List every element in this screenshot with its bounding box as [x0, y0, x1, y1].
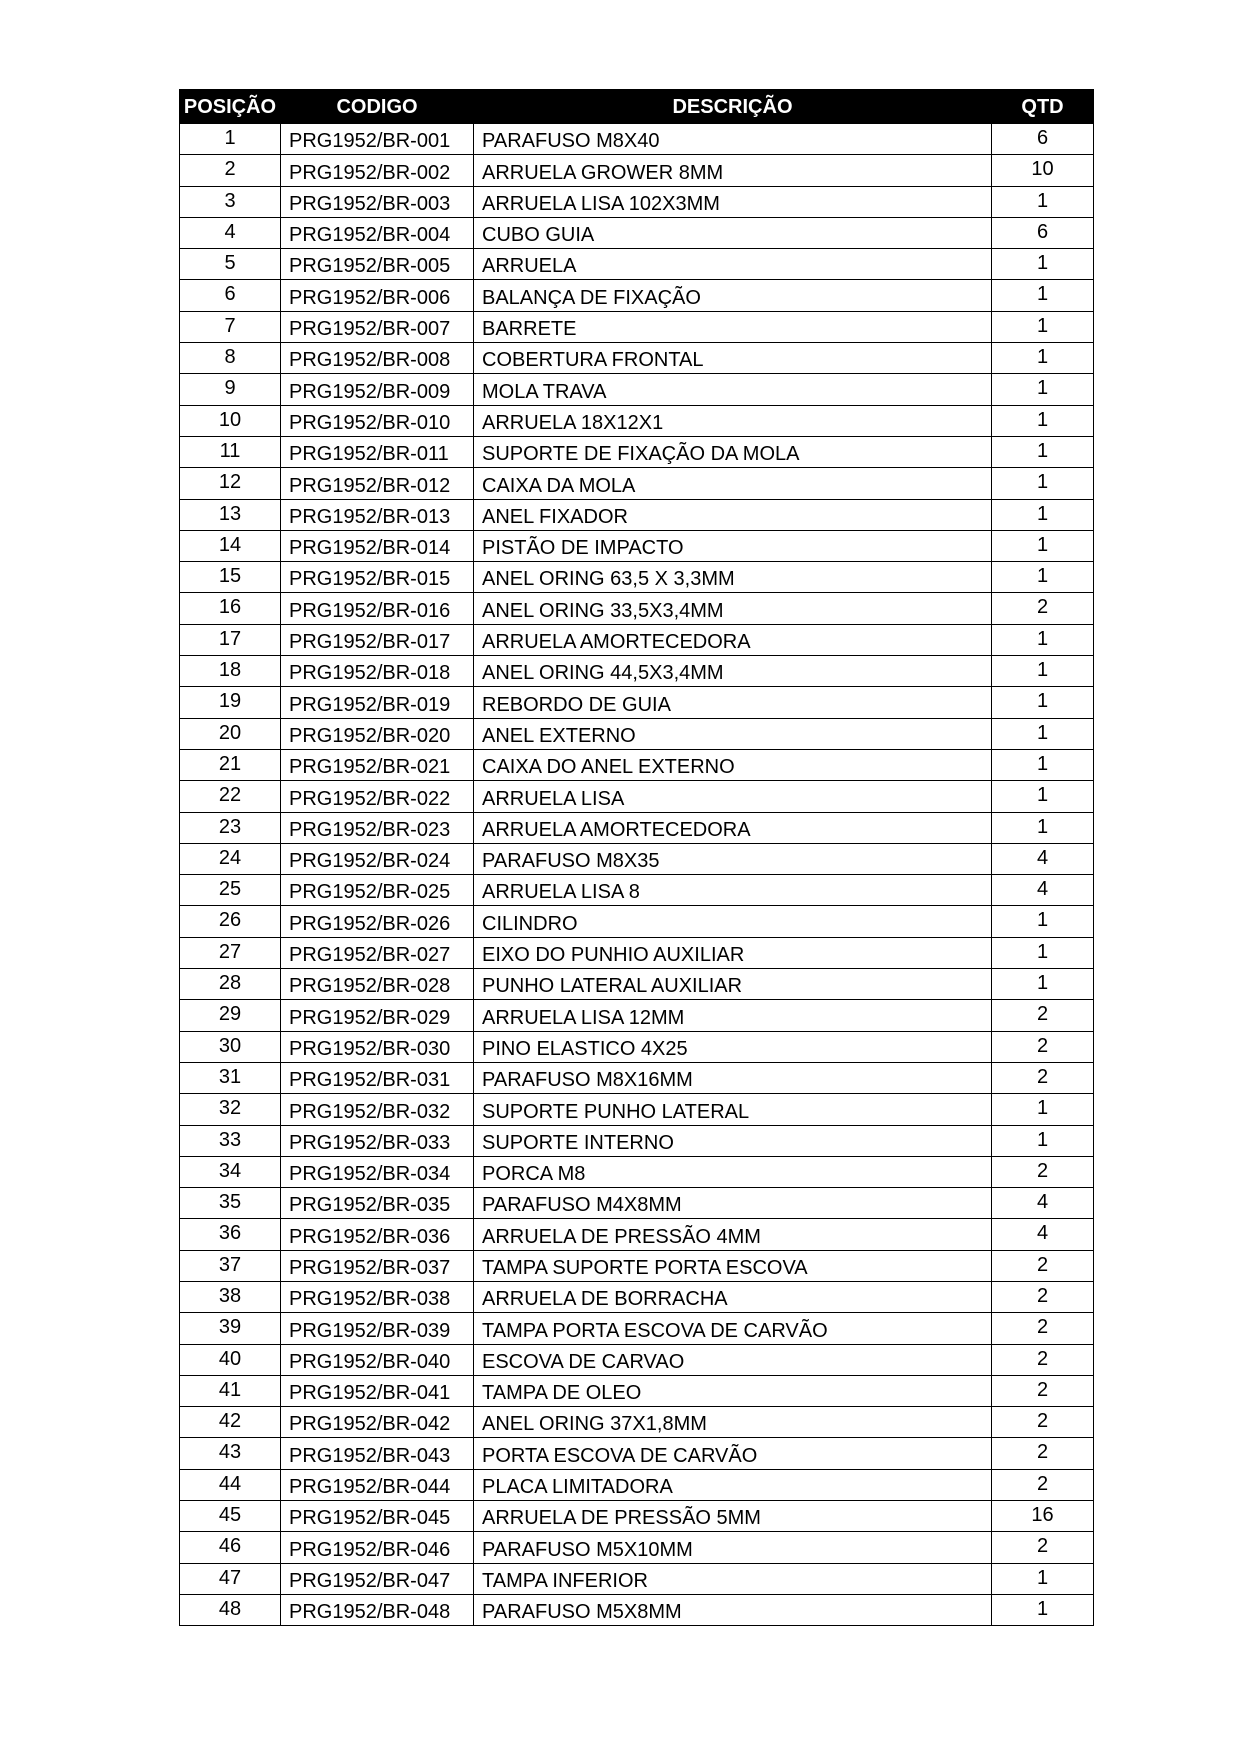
table-row [180, 1000, 1094, 1031]
cell-quantity: 1 [992, 624, 1094, 655]
cell-position: 2 [180, 155, 281, 186]
cell-code: PRG1952/BR-030 [281, 1031, 474, 1062]
cell-position: 19 [180, 687, 281, 718]
cell-description: ARRUELA LISA [474, 781, 992, 812]
table-row [180, 1156, 1094, 1187]
table-row [180, 499, 1094, 530]
cell-quantity: 1 [992, 906, 1094, 937]
cell-description: ESCOVA DE CARVAO [474, 1344, 992, 1375]
cell-code: PRG1952/BR-024 [281, 843, 474, 874]
cell-code: PRG1952/BR-017 [281, 624, 474, 655]
table-row [180, 530, 1094, 561]
cell-quantity: 1 [992, 343, 1094, 374]
cell-position: 33 [180, 1125, 281, 1156]
table-row [180, 1407, 1094, 1438]
cell-description: ANEL FIXADOR [474, 499, 992, 530]
cell-quantity: 1 [992, 186, 1094, 217]
table-row [180, 1563, 1094, 1594]
table-body [180, 124, 1094, 1626]
table-row [180, 1375, 1094, 1406]
table-row [180, 906, 1094, 937]
cell-position: 44 [180, 1469, 281, 1500]
cell-description: PARAFUSO M8X35 [474, 843, 992, 874]
cell-quantity: 2 [992, 1156, 1094, 1187]
cell-code: PRG1952/BR-036 [281, 1219, 474, 1250]
cell-position: 46 [180, 1532, 281, 1563]
cell-position: 27 [180, 937, 281, 968]
table-row [180, 1438, 1094, 1469]
table-row [180, 311, 1094, 342]
table-row [180, 155, 1094, 186]
header-row [180, 90, 1094, 124]
header-code: CODIGO [281, 90, 474, 124]
table-row [180, 1031, 1094, 1062]
table-row [180, 1062, 1094, 1093]
cell-position: 25 [180, 875, 281, 906]
cell-description: CAIXA DO ANEL EXTERNO [474, 749, 992, 780]
cell-code: PRG1952/BR-025 [281, 875, 474, 906]
table-row [180, 781, 1094, 812]
cell-quantity: 1 [992, 812, 1094, 843]
cell-description: PORCA M8 [474, 1156, 992, 1187]
table-row [180, 1344, 1094, 1375]
cell-code: PRG1952/BR-021 [281, 749, 474, 780]
cell-description: PARAFUSO M8X16MM [474, 1062, 992, 1093]
cell-description: ANEL ORING 63,5 X 3,3MM [474, 562, 992, 593]
table-row [180, 1094, 1094, 1125]
cell-description: REBORDO DE GUIA [474, 687, 992, 718]
cell-quantity: 1 [992, 280, 1094, 311]
cell-position: 24 [180, 843, 281, 874]
cell-description: PARAFUSO M8X40 [474, 124, 992, 155]
table-row [180, 562, 1094, 593]
cell-position: 29 [180, 1000, 281, 1031]
cell-position: 28 [180, 969, 281, 1000]
cell-code: PRG1952/BR-042 [281, 1407, 474, 1438]
cell-quantity: 1 [992, 781, 1094, 812]
cell-description: BARRETE [474, 311, 992, 342]
cell-position: 14 [180, 530, 281, 561]
cell-position: 11 [180, 436, 281, 467]
cell-code: PRG1952/BR-028 [281, 969, 474, 1000]
table-row [180, 217, 1094, 248]
cell-code: PRG1952/BR-033 [281, 1125, 474, 1156]
cell-quantity: 2 [992, 1469, 1094, 1500]
cell-description: PINO ELASTICO 4X25 [474, 1031, 992, 1062]
cell-code: PRG1952/BR-012 [281, 468, 474, 499]
cell-description: ARRUELA GROWER 8MM [474, 155, 992, 186]
cell-code: PRG1952/BR-001 [281, 124, 474, 155]
cell-description: ARRUELA DE PRESSÃO 5MM [474, 1501, 992, 1532]
cell-position: 32 [180, 1094, 281, 1125]
cell-position: 23 [180, 812, 281, 843]
table-row [180, 1188, 1094, 1219]
cell-description: ARRUELA AMORTECEDORA [474, 812, 992, 843]
cell-position: 34 [180, 1156, 281, 1187]
cell-position: 22 [180, 781, 281, 812]
cell-code: PRG1952/BR-047 [281, 1563, 474, 1594]
cell-description: BALANÇA DE FIXAÇÃO [474, 280, 992, 311]
cell-code: PRG1952/BR-026 [281, 906, 474, 937]
table-row [180, 124, 1094, 155]
cell-position: 36 [180, 1219, 281, 1250]
cell-description: COBERTURA FRONTAL [474, 343, 992, 374]
cell-code: PRG1952/BR-014 [281, 530, 474, 561]
table-row [180, 1532, 1094, 1563]
cell-quantity: 2 [992, 1062, 1094, 1093]
cell-description: CAIXA DA MOLA [474, 468, 992, 499]
cell-code: PRG1952/BR-035 [281, 1188, 474, 1219]
cell-quantity: 6 [992, 217, 1094, 248]
parts-table [179, 89, 1094, 1626]
cell-code: PRG1952/BR-043 [281, 1438, 474, 1469]
cell-position: 15 [180, 562, 281, 593]
header-position: POSIÇÃO [180, 90, 281, 124]
cell-description: PLACA LIMITADORA [474, 1469, 992, 1500]
table-row [180, 656, 1094, 687]
table-row [180, 1313, 1094, 1344]
cell-quantity: 2 [992, 1313, 1094, 1344]
cell-quantity: 16 [992, 1501, 1094, 1532]
cell-quantity: 2 [992, 1031, 1094, 1062]
cell-quantity: 1 [992, 687, 1094, 718]
cell-quantity: 1 [992, 499, 1094, 530]
cell-position: 16 [180, 593, 281, 624]
cell-code: PRG1952/BR-034 [281, 1156, 474, 1187]
cell-description: ARRUELA DE PRESSÃO 4MM [474, 1219, 992, 1250]
cell-position: 7 [180, 311, 281, 342]
cell-position: 9 [180, 374, 281, 405]
cell-code: PRG1952/BR-048 [281, 1594, 474, 1625]
table-row [180, 374, 1094, 405]
table-row [180, 593, 1094, 624]
cell-description: PARAFUSO M4X8MM [474, 1188, 992, 1219]
table-row [180, 1501, 1094, 1532]
table-row [180, 249, 1094, 280]
cell-position: 13 [180, 499, 281, 530]
table-row [180, 687, 1094, 718]
cell-quantity: 2 [992, 1250, 1094, 1281]
cell-description: SUPORTE DE FIXAÇÃO DA MOLA [474, 436, 992, 467]
cell-position: 35 [180, 1188, 281, 1219]
cell-code: PRG1952/BR-023 [281, 812, 474, 843]
cell-quantity: 4 [992, 843, 1094, 874]
cell-description: ARRUELA DE BORRACHA [474, 1281, 992, 1312]
cell-quantity: 6 [992, 124, 1094, 155]
cell-code: PRG1952/BR-044 [281, 1469, 474, 1500]
cell-quantity: 1 [992, 1094, 1094, 1125]
cell-quantity: 2 [992, 1000, 1094, 1031]
cell-description: PARAFUSO M5X10MM [474, 1532, 992, 1563]
cell-position: 3 [180, 186, 281, 217]
table-row [180, 1281, 1094, 1312]
cell-code: PRG1952/BR-022 [281, 781, 474, 812]
cell-code: PRG1952/BR-041 [281, 1375, 474, 1406]
cell-code: PRG1952/BR-045 [281, 1501, 474, 1532]
table-row [180, 749, 1094, 780]
cell-code: PRG1952/BR-008 [281, 343, 474, 374]
cell-quantity: 1 [992, 311, 1094, 342]
cell-position: 17 [180, 624, 281, 655]
cell-code: PRG1952/BR-010 [281, 405, 474, 436]
cell-description: EIXO DO PUNHIO AUXILIAR [474, 937, 992, 968]
cell-position: 1 [180, 124, 281, 155]
cell-quantity: 1 [992, 1594, 1094, 1625]
cell-code: PRG1952/BR-002 [281, 155, 474, 186]
cell-description: ARRUELA LISA 8 [474, 875, 992, 906]
cell-position: 6 [180, 280, 281, 311]
cell-position: 18 [180, 656, 281, 687]
cell-position: 40 [180, 1344, 281, 1375]
cell-quantity: 1 [992, 1563, 1094, 1594]
table-row [180, 436, 1094, 467]
cell-description: ARRUELA LISA 12MM [474, 1000, 992, 1031]
cell-quantity: 4 [992, 1188, 1094, 1219]
cell-quantity: 2 [992, 1532, 1094, 1563]
cell-position: 41 [180, 1375, 281, 1406]
cell-code: PRG1952/BR-007 [281, 311, 474, 342]
cell-code: PRG1952/BR-029 [281, 1000, 474, 1031]
cell-code: PRG1952/BR-005 [281, 249, 474, 280]
cell-code: PRG1952/BR-015 [281, 562, 474, 593]
cell-code: PRG1952/BR-011 [281, 436, 474, 467]
table-row [180, 718, 1094, 749]
cell-description: MOLA TRAVA [474, 374, 992, 405]
cell-position: 8 [180, 343, 281, 374]
cell-description: ANEL ORING 33,5X3,4MM [474, 593, 992, 624]
cell-description: ARRUELA AMORTECEDORA [474, 624, 992, 655]
cell-description: ANEL ORING 44,5X3,4MM [474, 656, 992, 687]
cell-code: PRG1952/BR-004 [281, 217, 474, 248]
cell-description: SUPORTE PUNHO LATERAL [474, 1094, 992, 1125]
cell-position: 42 [180, 1407, 281, 1438]
cell-description: PORTA ESCOVA DE CARVÃO [474, 1438, 992, 1469]
cell-quantity: 2 [992, 1281, 1094, 1312]
cell-code: PRG1952/BR-038 [281, 1281, 474, 1312]
cell-code: PRG1952/BR-013 [281, 499, 474, 530]
cell-code: PRG1952/BR-037 [281, 1250, 474, 1281]
cell-quantity: 2 [992, 1344, 1094, 1375]
header-quantity: QTD [992, 90, 1094, 124]
cell-code: PRG1952/BR-018 [281, 656, 474, 687]
cell-quantity: 1 [992, 374, 1094, 405]
table-row [180, 1250, 1094, 1281]
cell-quantity: 2 [992, 1438, 1094, 1469]
cell-position: 10 [180, 405, 281, 436]
cell-code: PRG1952/BR-027 [281, 937, 474, 968]
cell-position: 38 [180, 1281, 281, 1312]
cell-position: 43 [180, 1438, 281, 1469]
cell-description: TAMPA DE OLEO [474, 1375, 992, 1406]
cell-description: TAMPA PORTA ESCOVA DE CARVÃO [474, 1313, 992, 1344]
table-row [180, 969, 1094, 1000]
cell-position: 20 [180, 718, 281, 749]
table-row [180, 875, 1094, 906]
table-row [180, 937, 1094, 968]
cell-quantity: 1 [992, 436, 1094, 467]
cell-code: PRG1952/BR-039 [281, 1313, 474, 1344]
cell-position: 12 [180, 468, 281, 499]
cell-quantity: 1 [992, 656, 1094, 687]
cell-code: PRG1952/BR-003 [281, 186, 474, 217]
cell-quantity: 4 [992, 1219, 1094, 1250]
cell-description: CUBO GUIA [474, 217, 992, 248]
cell-position: 21 [180, 749, 281, 780]
table-row [180, 624, 1094, 655]
cell-position: 48 [180, 1594, 281, 1625]
table-row [180, 280, 1094, 311]
cell-quantity: 2 [992, 1407, 1094, 1438]
cell-code: PRG1952/BR-032 [281, 1094, 474, 1125]
cell-quantity: 1 [992, 468, 1094, 499]
cell-description: PUNHO LATERAL AUXILIAR [474, 969, 992, 1000]
cell-position: 37 [180, 1250, 281, 1281]
cell-code: PRG1952/BR-020 [281, 718, 474, 749]
cell-quantity: 1 [992, 937, 1094, 968]
cell-quantity: 4 [992, 875, 1094, 906]
cell-position: 4 [180, 217, 281, 248]
cell-position: 45 [180, 1501, 281, 1532]
cell-description: TAMPA SUPORTE PORTA ESCOVA [474, 1250, 992, 1281]
cell-description: SUPORTE INTERNO [474, 1125, 992, 1156]
cell-position: 47 [180, 1563, 281, 1594]
table-row [180, 186, 1094, 217]
cell-code: PRG1952/BR-031 [281, 1062, 474, 1093]
cell-quantity: 1 [992, 969, 1094, 1000]
cell-description: CILINDRO [474, 906, 992, 937]
cell-description: PISTÃO DE IMPACTO [474, 530, 992, 561]
table-row [180, 843, 1094, 874]
cell-quantity: 1 [992, 530, 1094, 561]
cell-code: PRG1952/BR-046 [281, 1532, 474, 1563]
cell-quantity: 1 [992, 249, 1094, 280]
table-row [180, 1219, 1094, 1250]
cell-quantity: 2 [992, 1375, 1094, 1406]
table-row [180, 812, 1094, 843]
cell-quantity: 1 [992, 1125, 1094, 1156]
table-row [180, 1469, 1094, 1500]
cell-code: PRG1952/BR-006 [281, 280, 474, 311]
cell-quantity: 1 [992, 749, 1094, 780]
cell-quantity: 1 [992, 718, 1094, 749]
table-row [180, 468, 1094, 499]
table-row [180, 343, 1094, 374]
table-header [180, 90, 1094, 124]
cell-code: PRG1952/BR-040 [281, 1344, 474, 1375]
cell-code: PRG1952/BR-019 [281, 687, 474, 718]
cell-quantity: 1 [992, 405, 1094, 436]
cell-description: ARRUELA LISA 102X3MM [474, 186, 992, 217]
cell-description: TAMPA INFERIOR [474, 1563, 992, 1594]
cell-quantity: 1 [992, 562, 1094, 593]
cell-code: PRG1952/BR-009 [281, 374, 474, 405]
cell-description: PARAFUSO M5X8MM [474, 1594, 992, 1625]
cell-position: 26 [180, 906, 281, 937]
table-row [180, 1594, 1094, 1625]
cell-position: 30 [180, 1031, 281, 1062]
cell-description: ARRUELA 18X12X1 [474, 405, 992, 436]
cell-description: ANEL ORING 37X1,8MM [474, 1407, 992, 1438]
cell-position: 39 [180, 1313, 281, 1344]
cell-description: ARRUELA [474, 249, 992, 280]
cell-quantity: 2 [992, 593, 1094, 624]
cell-description: ANEL EXTERNO [474, 718, 992, 749]
cell-code: PRG1952/BR-016 [281, 593, 474, 624]
cell-position: 5 [180, 249, 281, 280]
cell-quantity: 10 [992, 155, 1094, 186]
table-row [180, 1125, 1094, 1156]
cell-position: 31 [180, 1062, 281, 1093]
header-description: DESCRIÇÃO [474, 90, 992, 124]
table-row [180, 405, 1094, 436]
